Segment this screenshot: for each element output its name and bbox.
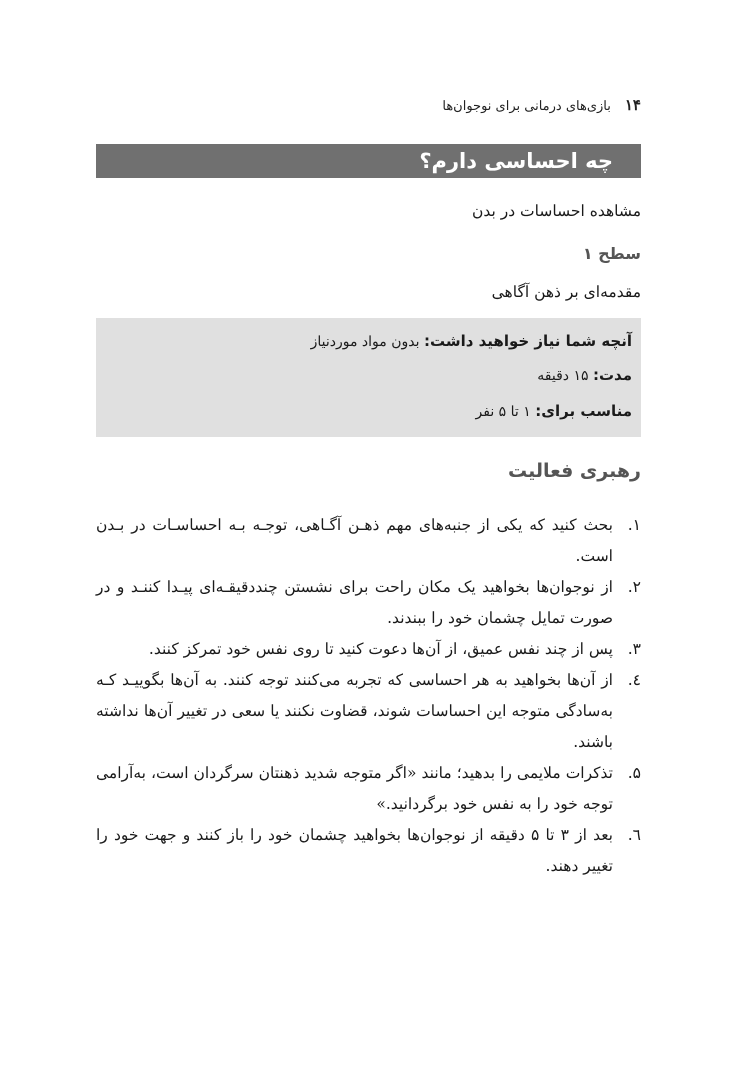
step-text: از آن‌ها بخواهید به هر احساسی که تجربه می‌کنند توجه کنند. به آن‌ها بگوییـد کـه به‌سادگی متوجه این احساسات شوند، قضاوت نکنند یا سعی در تغییر آن‌ها نداشته باشند. [96,671,613,751]
materials-value: بدون مواد موردنیاز [310,334,420,350]
materials-line [311,332,632,350]
materials-label: آنچه شما نیاز خواهید داشت: [423,332,632,350]
step-text: از نوجوان‌ها بخواهید یک مکان راحت برای نشستن چنددقیقـه‌ای پیـدا کننـد و در صورت تمایل چشمان خود را ببندند. [96,578,613,627]
group-line [476,402,632,420]
level-label: سطح ۱ [582,244,641,263]
step-text: بحث کنید که یکی از جنبه‌های مهم ذهـن آگـاهی، توجـه بـه احساسـات در بـدن است. [96,516,613,565]
step-item [96,665,641,758]
activity-title: چه احساسی دارم؟ [96,144,641,178]
step-number: ۳. [627,640,641,658]
step-number: ۱. [627,516,641,534]
level-description: مقدمه‌ای بر ذهن آگاهی [491,283,641,301]
step-text: تذکرات ملایمی را بدهید؛ مانند «اگر متوجه شدید ذهنتان سرگردان است، به‌آرامی توجه خود را به نفس خود برگردانید.» [96,764,613,813]
steps-list [96,510,641,882]
step-number: ۵. [627,764,641,782]
group-size-value: ۱ تا ۵ نفر [475,404,531,420]
step-text: بعد از ۳ تا ۵ دقیقه از نوجوان‌ها بخواهید چشمان خود را باز کنند و جهت خود را تغییر دهند. [96,826,614,875]
section-heading: رهبری فعالیت [507,460,641,482]
duration-label: مدت: [592,366,632,384]
step-item [96,758,641,820]
duration-line [537,366,632,384]
book-page [96,0,641,1080]
step-number: ٦. [627,826,641,844]
step-item [96,820,641,882]
activity-subtitle: مشاهده احساسات در بدن [471,202,641,220]
step-number: ٤. [627,671,641,689]
page-number: ۱۴ [624,96,641,114]
step-item [96,634,641,665]
duration-value: ۱۵ دقیقه [537,368,589,384]
book-title: بازی‌های درمانی برای نوجوان‌ها [442,99,611,114]
running-head [442,96,641,114]
step-item [96,572,641,634]
group-size-label: مناسب برای: [535,402,632,420]
step-text: پس از چند نفس عمیق، از آن‌ها دعوت کنید تا روی نفس خود تمرکز کنند. [148,640,613,658]
step-item [96,510,641,572]
step-number: ۲. [627,578,641,596]
activity-info-box [96,318,641,437]
